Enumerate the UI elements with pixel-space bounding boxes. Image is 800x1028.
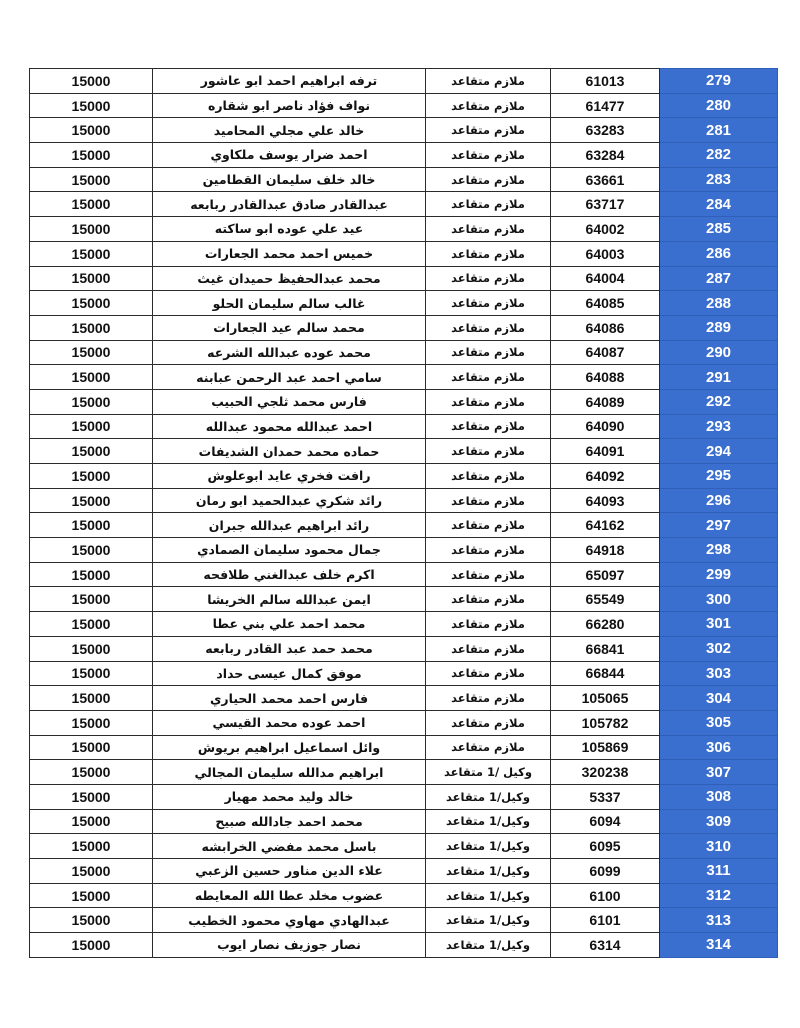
- rank-cell: ملازم متقاعد: [426, 488, 551, 513]
- sequence-number-cell: 281: [660, 118, 778, 143]
- rank-cell: وكيل/1 متقاعد: [426, 908, 551, 933]
- name-cell: احمد عبدالله محمود عبدالله: [153, 414, 426, 439]
- name-cell: رافت فخري عايد ابوعلوش: [153, 464, 426, 489]
- rank-cell: وكيل /1 متقاعد: [426, 760, 551, 785]
- rank-cell: وكيل/1 متقاعد: [426, 859, 551, 884]
- id-number-cell: 64092: [551, 464, 660, 489]
- name-cell: سامي احمد عبد الرحمن عبابنه: [153, 365, 426, 390]
- id-number-cell: 63283: [551, 118, 660, 143]
- id-number-cell: 105869: [551, 735, 660, 760]
- table-row: [30, 933, 778, 958]
- table-row: [30, 538, 778, 563]
- id-number-cell: 66844: [551, 661, 660, 686]
- amount-cell: 15000: [30, 266, 153, 291]
- rank-cell: ملازم متقاعد: [426, 513, 551, 538]
- name-cell: محمد احمد جادالله صبيح: [153, 809, 426, 834]
- sequence-number-cell: 302: [660, 636, 778, 661]
- id-number-cell: 64918: [551, 538, 660, 563]
- amount-cell: 15000: [30, 69, 153, 94]
- amount-cell: 15000: [30, 439, 153, 464]
- rank-cell: ملازم متقاعد: [426, 241, 551, 266]
- table-row: [30, 834, 778, 859]
- sequence-number-cell: 289: [660, 315, 778, 340]
- table-row: [30, 710, 778, 735]
- table-row: [30, 908, 778, 933]
- sequence-number-cell: 285: [660, 217, 778, 242]
- amount-cell: 15000: [30, 464, 153, 489]
- table-row: [30, 217, 778, 242]
- rank-cell: ملازم متقاعد: [426, 636, 551, 661]
- rank-cell: وكيل/1 متقاعد: [426, 834, 551, 859]
- name-cell: باسل محمد مفضي الخرابشه: [153, 834, 426, 859]
- rank-cell: ملازم متقاعد: [426, 562, 551, 587]
- name-cell: نصار جوزيف نصار ايوب: [153, 933, 426, 958]
- id-number-cell: 64091: [551, 439, 660, 464]
- id-number-cell: 64089: [551, 389, 660, 414]
- amount-cell: 15000: [30, 834, 153, 859]
- sequence-number-cell: 279: [660, 69, 778, 94]
- name-cell: نواف فؤاد ناصر ابو شقاره: [153, 93, 426, 118]
- table-row: [30, 612, 778, 637]
- id-number-cell: 6095: [551, 834, 660, 859]
- sequence-number-cell: 307: [660, 760, 778, 785]
- rank-cell: وكيل/1 متقاعد: [426, 809, 551, 834]
- sequence-number-cell: 298: [660, 538, 778, 563]
- name-cell: اكرم خلف عبدالغني طلافحه: [153, 562, 426, 587]
- rank-cell: ملازم متقاعد: [426, 315, 551, 340]
- id-number-cell: 6314: [551, 933, 660, 958]
- amount-cell: 15000: [30, 217, 153, 242]
- id-number-cell: 64090: [551, 414, 660, 439]
- id-number-cell: 64086: [551, 315, 660, 340]
- name-cell: محمد عوده عبدالله الشرعه: [153, 340, 426, 365]
- rank-cell: ملازم متقاعد: [426, 192, 551, 217]
- sequence-number-cell: 280: [660, 93, 778, 118]
- sequence-number-cell: 311: [660, 859, 778, 884]
- name-cell: عبدالهادي مهاوي محمود الخطيب: [153, 908, 426, 933]
- amount-cell: 15000: [30, 612, 153, 637]
- id-number-cell: 66280: [551, 612, 660, 637]
- rank-cell: ملازم متقاعد: [426, 217, 551, 242]
- rank-cell: ملازم متقاعد: [426, 93, 551, 118]
- retirees-table: [29, 68, 778, 958]
- id-number-cell: 66841: [551, 636, 660, 661]
- table-row: [30, 488, 778, 513]
- name-cell: خالد خلف سليمان القطامين: [153, 167, 426, 192]
- amount-cell: 15000: [30, 883, 153, 908]
- id-number-cell: 6100: [551, 883, 660, 908]
- amount-cell: 15000: [30, 859, 153, 884]
- id-number-cell: 65097: [551, 562, 660, 587]
- sequence-number-cell: 283: [660, 167, 778, 192]
- id-number-cell: 6094: [551, 809, 660, 834]
- rank-cell: ملازم متقاعد: [426, 266, 551, 291]
- sequence-number-cell: 296: [660, 488, 778, 513]
- name-cell: عضوب مخلد عطا الله المعايطه: [153, 883, 426, 908]
- sequence-number-cell: 284: [660, 192, 778, 217]
- name-cell: خالد وليد محمد مهيار: [153, 784, 426, 809]
- sequence-number-cell: 286: [660, 241, 778, 266]
- amount-cell: 15000: [30, 636, 153, 661]
- amount-cell: 15000: [30, 143, 153, 168]
- sequence-number-cell: 290: [660, 340, 778, 365]
- rank-cell: وكيل/1 متقاعد: [426, 933, 551, 958]
- id-number-cell: 64093: [551, 488, 660, 513]
- table-row: [30, 809, 778, 834]
- table-row: [30, 143, 778, 168]
- rank-cell: وكيل/1 متقاعد: [426, 883, 551, 908]
- name-cell: فارس محمد ثلجي الحبيب: [153, 389, 426, 414]
- rank-cell: ملازم متقاعد: [426, 167, 551, 192]
- name-cell: محمد سالم عيد الجعارات: [153, 315, 426, 340]
- rank-cell: ملازم متقاعد: [426, 118, 551, 143]
- amount-cell: 15000: [30, 760, 153, 785]
- rank-cell: ملازم متقاعد: [426, 464, 551, 489]
- name-cell: جمال محمود سليمان الصمادي: [153, 538, 426, 563]
- table-row: [30, 784, 778, 809]
- table-row: [30, 562, 778, 587]
- id-number-cell: 105782: [551, 710, 660, 735]
- sequence-number-cell: 287: [660, 266, 778, 291]
- sequence-number-cell: 294: [660, 439, 778, 464]
- name-cell: حماده محمد حمدان الشديفات: [153, 439, 426, 464]
- table-row: [30, 587, 778, 612]
- sequence-number-cell: 303: [660, 661, 778, 686]
- name-cell: محمد احمد علي بني عطا: [153, 612, 426, 637]
- name-cell: وائل اسماعيل ابراهيم بريوش: [153, 735, 426, 760]
- name-cell: علاء الدين مناور حسين الزعبي: [153, 859, 426, 884]
- amount-cell: 15000: [30, 414, 153, 439]
- rank-cell: ملازم متقاعد: [426, 439, 551, 464]
- sequence-number-cell: 282: [660, 143, 778, 168]
- id-number-cell: 61477: [551, 93, 660, 118]
- name-cell: محمد عبدالحفيظ حميدان غيث: [153, 266, 426, 291]
- table-row: [30, 735, 778, 760]
- sequence-number-cell: 313: [660, 908, 778, 933]
- sequence-number-cell: 288: [660, 291, 778, 316]
- name-cell: احمد عوده محمد القيسي: [153, 710, 426, 735]
- amount-cell: 15000: [30, 809, 153, 834]
- rank-cell: ملازم متقاعد: [426, 365, 551, 390]
- amount-cell: 15000: [30, 908, 153, 933]
- amount-cell: 15000: [30, 118, 153, 143]
- amount-cell: 15000: [30, 167, 153, 192]
- id-number-cell: 61013: [551, 69, 660, 94]
- sequence-number-cell: 304: [660, 686, 778, 711]
- amount-cell: 15000: [30, 389, 153, 414]
- rank-cell: ملازم متقاعد: [426, 340, 551, 365]
- rank-cell: وكيل/1 متقاعد: [426, 784, 551, 809]
- table-row: [30, 883, 778, 908]
- id-number-cell: 64087: [551, 340, 660, 365]
- rank-cell: ملازم متقاعد: [426, 661, 551, 686]
- id-number-cell: 6101: [551, 908, 660, 933]
- id-number-cell: 6099: [551, 859, 660, 884]
- name-cell: خميس احمد محمد الجعارات: [153, 241, 426, 266]
- id-number-cell: 320238: [551, 760, 660, 785]
- id-number-cell: 5337: [551, 784, 660, 809]
- sequence-number-cell: 301: [660, 612, 778, 637]
- amount-cell: 15000: [30, 513, 153, 538]
- sequence-number-cell: 300: [660, 587, 778, 612]
- amount-cell: 15000: [30, 735, 153, 760]
- name-cell: غالب سالم سليمان الحلو: [153, 291, 426, 316]
- amount-cell: 15000: [30, 291, 153, 316]
- table-row: [30, 291, 778, 316]
- rank-cell: ملازم متقاعد: [426, 389, 551, 414]
- name-cell: ترفه ابراهيم احمد ابو عاشور: [153, 69, 426, 94]
- sequence-number-cell: 291: [660, 365, 778, 390]
- name-cell: خالد علي مجلي المحاميد: [153, 118, 426, 143]
- table-row: [30, 315, 778, 340]
- id-number-cell: 64004: [551, 266, 660, 291]
- amount-cell: 15000: [30, 784, 153, 809]
- table-row: [30, 686, 778, 711]
- sequence-number-cell: 299: [660, 562, 778, 587]
- name-cell: فارس احمد محمد الحياري: [153, 686, 426, 711]
- sequence-number-cell: 305: [660, 710, 778, 735]
- id-number-cell: 63661: [551, 167, 660, 192]
- sequence-number-cell: 292: [660, 389, 778, 414]
- amount-cell: 15000: [30, 686, 153, 711]
- amount-cell: 15000: [30, 661, 153, 686]
- table-row: [30, 340, 778, 365]
- name-cell: عبدالقادر صادق عبدالقادر ربابعه: [153, 192, 426, 217]
- sequence-number-cell: 306: [660, 735, 778, 760]
- table-row: [30, 513, 778, 538]
- sequence-number-cell: 309: [660, 809, 778, 834]
- rank-cell: ملازم متقاعد: [426, 735, 551, 760]
- amount-cell: 15000: [30, 538, 153, 563]
- amount-cell: 15000: [30, 562, 153, 587]
- name-cell: ايمن عبدالله سالم الخريشا: [153, 587, 426, 612]
- name-cell: موفق كمال عيسى حداد: [153, 661, 426, 686]
- id-number-cell: 64085: [551, 291, 660, 316]
- name-cell: رائد شكري عبدالحميد ابو رمان: [153, 488, 426, 513]
- rank-cell: ملازم متقاعد: [426, 538, 551, 563]
- id-number-cell: 64162: [551, 513, 660, 538]
- table-row: [30, 414, 778, 439]
- rank-cell: ملازم متقاعد: [426, 414, 551, 439]
- rank-cell: ملازم متقاعد: [426, 710, 551, 735]
- rank-cell: ملازم متقاعد: [426, 587, 551, 612]
- amount-cell: 15000: [30, 315, 153, 340]
- table-row: [30, 636, 778, 661]
- sequence-number-cell: 293: [660, 414, 778, 439]
- amount-cell: 15000: [30, 587, 153, 612]
- table-row: [30, 661, 778, 686]
- table-row: [30, 439, 778, 464]
- table-row: [30, 167, 778, 192]
- table-row: [30, 760, 778, 785]
- sequence-number-cell: 314: [660, 933, 778, 958]
- id-number-cell: 64002: [551, 217, 660, 242]
- sequence-number-cell: 310: [660, 834, 778, 859]
- retirees-table-body: [30, 69, 778, 958]
- table-row: [30, 266, 778, 291]
- name-cell: عيد علي عوده ابو ساكته: [153, 217, 426, 242]
- amount-cell: 15000: [30, 93, 153, 118]
- amount-cell: 15000: [30, 488, 153, 513]
- table-row: [30, 69, 778, 94]
- rank-cell: ملازم متقاعد: [426, 612, 551, 637]
- amount-cell: 15000: [30, 710, 153, 735]
- name-cell: رائد ابراهيم عبدالله جبران: [153, 513, 426, 538]
- id-number-cell: 63717: [551, 192, 660, 217]
- table-row: [30, 93, 778, 118]
- amount-cell: 15000: [30, 365, 153, 390]
- name-cell: ابراهيم مدالله سليمان المجالي: [153, 760, 426, 785]
- sequence-number-cell: 295: [660, 464, 778, 489]
- amount-cell: 15000: [30, 241, 153, 266]
- id-number-cell: 105065: [551, 686, 660, 711]
- id-number-cell: 65549: [551, 587, 660, 612]
- rank-cell: ملازم متقاعد: [426, 291, 551, 316]
- name-cell: احمد ضرار يوسف ملكاوي: [153, 143, 426, 168]
- table-row: [30, 118, 778, 143]
- table-row: [30, 365, 778, 390]
- amount-cell: 15000: [30, 340, 153, 365]
- id-number-cell: 63284: [551, 143, 660, 168]
- id-number-cell: 64088: [551, 365, 660, 390]
- id-number-cell: 64003: [551, 241, 660, 266]
- amount-cell: 15000: [30, 933, 153, 958]
- name-cell: محمد حمد عبد القادر ربابعه: [153, 636, 426, 661]
- table-row: [30, 859, 778, 884]
- table-row: [30, 389, 778, 414]
- rank-cell: ملازم متقاعد: [426, 143, 551, 168]
- table-row: [30, 241, 778, 266]
- table-row: [30, 464, 778, 489]
- rank-cell: ملازم متقاعد: [426, 686, 551, 711]
- sequence-number-cell: 308: [660, 784, 778, 809]
- table-row: [30, 192, 778, 217]
- rank-cell: ملازم متقاعد: [426, 69, 551, 94]
- sequence-number-cell: 297: [660, 513, 778, 538]
- amount-cell: 15000: [30, 192, 153, 217]
- sequence-number-cell: 312: [660, 883, 778, 908]
